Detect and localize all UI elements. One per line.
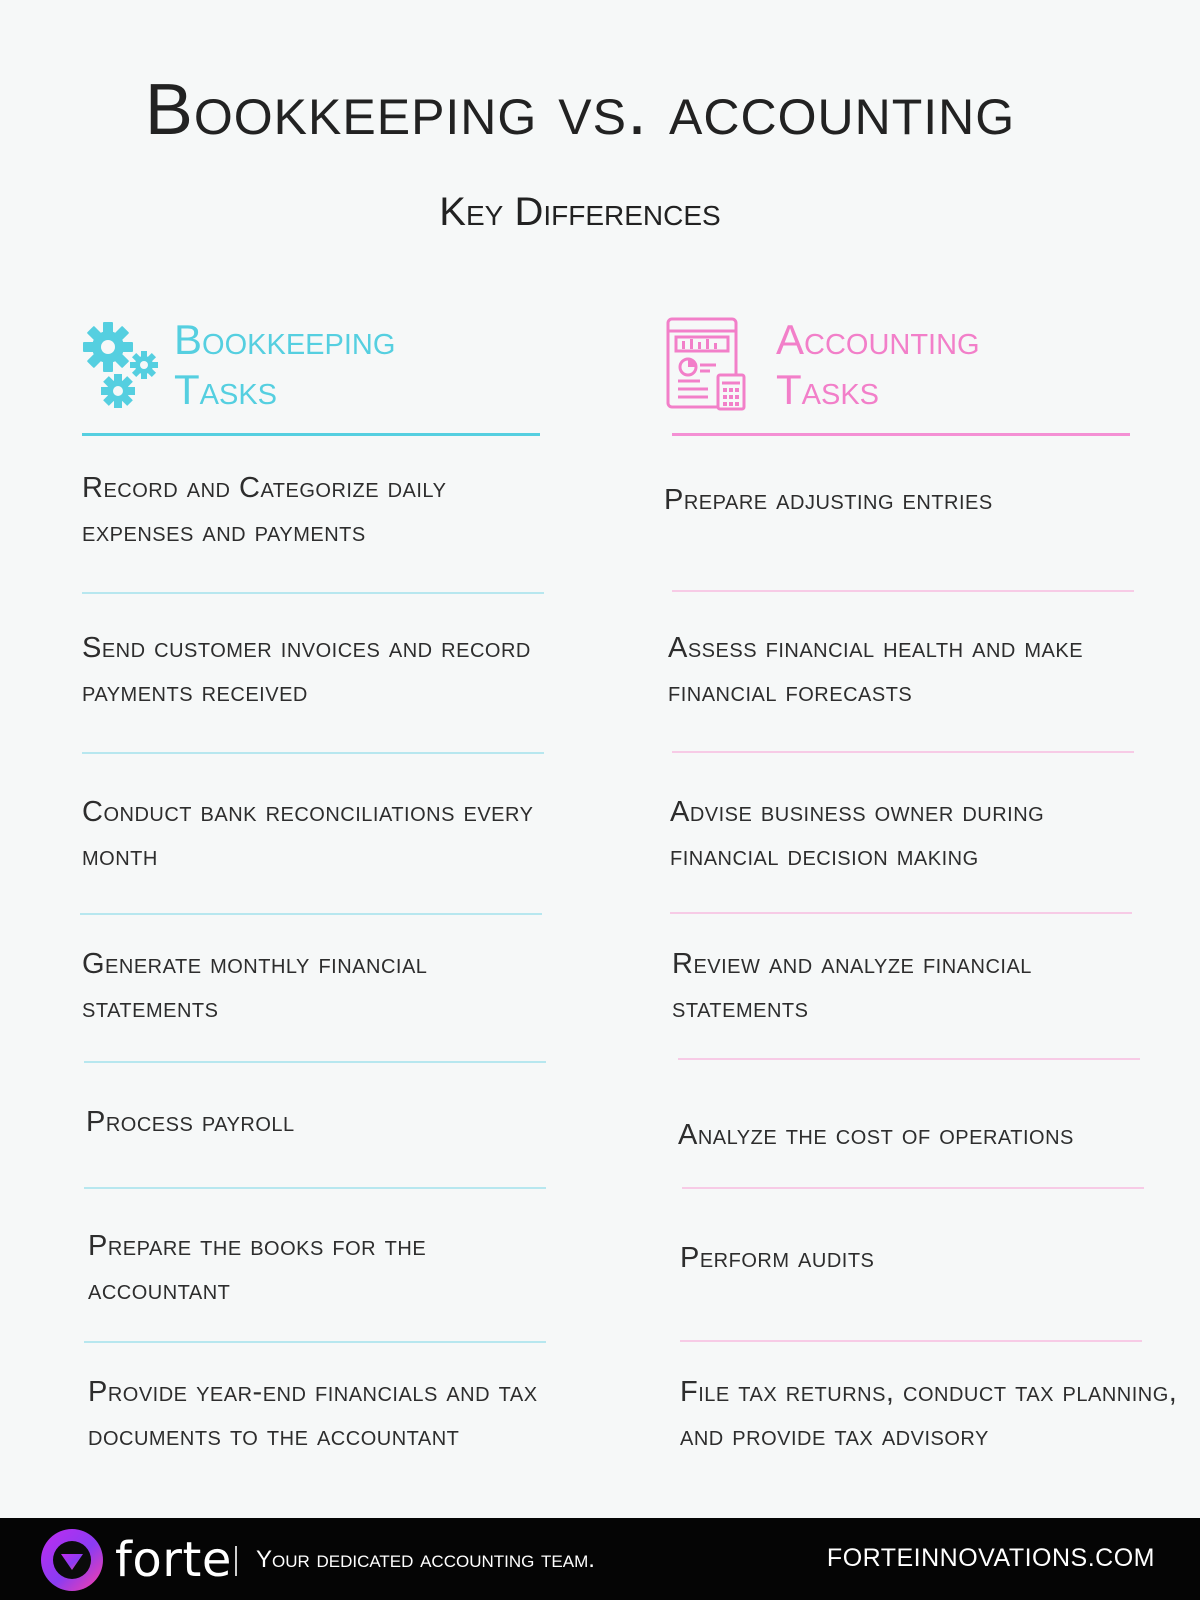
bookkeeping-task: Generate monthly financial statements: [82, 948, 428, 1024]
website-link[interactable]: FORTEINNOVATIONS.COM: [826, 1544, 1155, 1572]
bookkeeping-row-divider: [80, 913, 542, 915]
accounting-task: File tax returns, conduct tax planning, and provide tax advisory: [680, 1376, 1178, 1452]
financial-report-calculator-icon: [666, 317, 746, 413]
accounting-row-divider: [672, 751, 1134, 753]
forte-logo-icon: [40, 1528, 104, 1592]
bookkeeping-row-divider: [84, 1187, 546, 1189]
brand-name: forte: [115, 1532, 232, 1588]
accounting-row-divider: [672, 590, 1134, 592]
bookkeeping-row-divider: [82, 752, 544, 754]
bookkeeping-task: Process payroll: [86, 1106, 295, 1138]
bookkeeping-heading-line2: Tasks: [174, 366, 278, 413]
bookkeeping-task: Provide year-end financials and tax documents to the accountant: [88, 1376, 538, 1452]
accounting-header: [666, 310, 1096, 420]
accounting-header-rule: [672, 433, 1130, 436]
bookkeeping-header-rule: [82, 433, 540, 436]
bookkeeping-row-divider: [84, 1061, 546, 1063]
footer-bar: [0, 1518, 1200, 1600]
bookkeeping-task: Prepare the books for the accountant: [88, 1230, 427, 1306]
accounting-heading-line1: Accounting: [776, 316, 980, 363]
accounting-row-divider: [670, 912, 1132, 914]
accounting-heading-line2: Tasks: [776, 366, 880, 413]
bookkeeping-task: Send customer invoices and record payments received: [82, 632, 531, 708]
accounting-task: Perform audits: [680, 1242, 875, 1274]
bookkeeping-task: Record and Categorize daily expenses and payments: [82, 472, 447, 548]
gears-icon: [82, 317, 162, 413]
accounting-task: Assess financial health and make financial forecasts: [668, 632, 1084, 708]
accounting-task: Analyze the cost of operations: [678, 1119, 1074, 1151]
accounting-row-divider: [680, 1340, 1142, 1342]
accounting-task: Review and analyze financial statements: [672, 948, 1032, 1024]
accounting-row-divider: [682, 1187, 1144, 1189]
bookkeeping-heading: [174, 315, 494, 415]
accounting-task: Prepare adjusting entries: [664, 484, 993, 516]
footer-separator: [235, 1546, 237, 1576]
bookkeeping-row-divider: [84, 1341, 546, 1343]
page-subtitle: Key Differences: [439, 190, 721, 234]
accounting-heading: [776, 315, 1096, 415]
bookkeeping-header: [82, 310, 494, 420]
accounting-task: Advise business owner during financial decision making: [670, 796, 1045, 872]
bookkeeping-heading-line1: Bookkeeping: [174, 316, 396, 363]
page-title: Bookkeeping vs. accounting: [144, 70, 1016, 150]
bookkeeping-row-divider: [82, 592, 544, 594]
accounting-row-divider: [678, 1058, 1140, 1060]
brand-tagline: Your dedicated accounting team.: [256, 1546, 595, 1573]
bookkeeping-task: Conduct bank reconciliations every month: [82, 796, 534, 872]
